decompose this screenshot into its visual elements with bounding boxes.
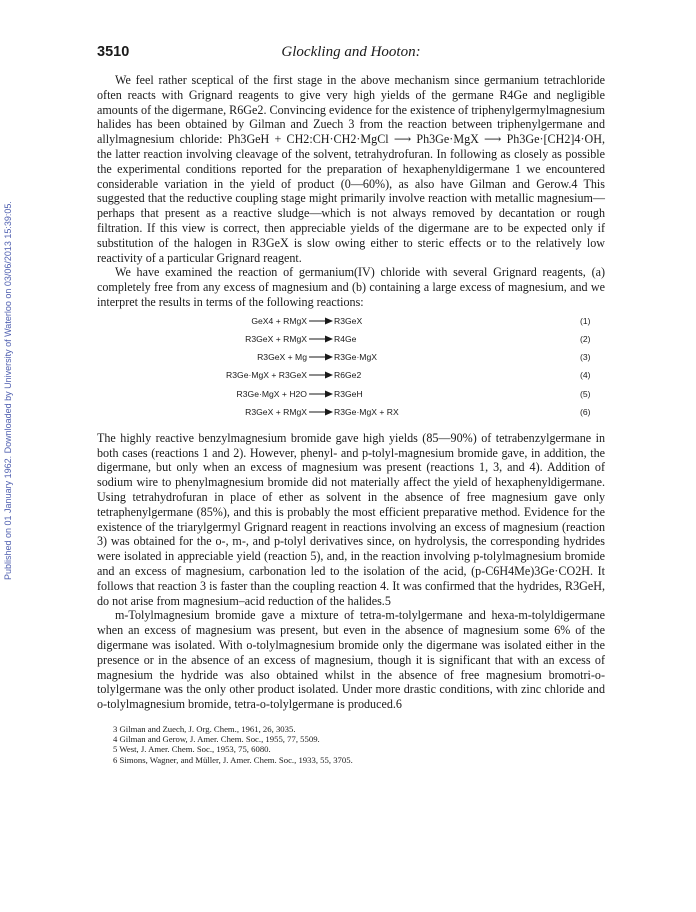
reaction-product: R3Ge·MgX + RX — [334, 406, 399, 417]
reaction-arrow — [309, 316, 333, 328]
paragraph-4: m-Tolylmagnesium bromide gave a mixture of tetra-m-tolylgermane and hexa-m-tolyldigermane when an excess of magnesium was present, but even in the absence of magnesium some 6% of the digermane was isolated. With o-tolylmagnesium bromide only the digermane was isolated either in the presence or in the absence of an excess of magnesium, though it is significant that with an excess of magnesium the hydride was also obtained whilst in the absence of free magnesium bromotri-o-tolylgermane was the only other product isolated. Under more drastic conditions, with zinc chloride and o-tolylmagnesium bromide, tetra-o-tolylgermane is produced.6 — [97, 608, 605, 712]
reaction-arrow — [309, 352, 333, 364]
reaction-arrow — [309, 389, 333, 401]
reaction-row — [97, 316, 605, 334]
reaction-product: R4Ge — [334, 333, 357, 344]
reaction-scheme — [97, 316, 605, 425]
paragraph-1: We feel rather sceptical of the first stage in the above mechanism since germanium tetrachloride often reacts with Grignard reagents to give very high yields of the germane R4Ge and negligible amounts of the digermane, R6Ge2. Convincing evidence for the existence of triphenylgermylmagnesium halides has been obtained by Gilman and Zuech 3 from the reaction between triphenylgermane and allylmagnesium chloride: Ph3GeH + CH2:CH·CH2·MgCl ⟶ Ph3Ge·MgX ⟶ Ph3Ge·[CH2]4·OH, the latter reaction involving cleavage of the solvent, tetrahydrofuran. In following as closely as possible the experimental conditions reported for the preparation of hexaphenyldigermane 1 we encountered considerable variation in the yield of product (0—60%), as also have Gilman and Gerow.4 This suggested that the reductive coupling stage might primarily involve reaction with metallic magnesium—perhaps that present as a reactive sludge—which is not always removed by decantation or rough filtration. If this view is correct, then appreciable yields of the digermane are to be expected only if substitution of the halogen in R3GeX is slow owing either to steric effects or to the relatively low reactivity of a particular Grignard reagent. — [97, 73, 605, 265]
watermark-text: Published on 01 January 1962. Downloaded by University of Waterloo on 03/06/2013 15:39:05. — [3, 201, 13, 580]
paragraph-2: We have examined the reaction of germanium(IV) chloride with several Grignard reagents, (a) completely free from any excess of magnesium and (b) containing a large excess of magnesium, and we interpret the results in terms of the following reactions: — [97, 265, 605, 309]
reaction-row — [97, 334, 605, 352]
running-title: Glockling and Hooton: — [281, 44, 421, 60]
footnote: 6 Simons, Wagner, and Müller, J. Amer. Chem. Soc., 1933, 55, 3705. — [113, 754, 353, 765]
reaction-product: R6Ge2 — [334, 370, 362, 381]
reaction-number: (6) — [580, 406, 591, 417]
reaction-reactants: R3GeX + RMgX — [245, 333, 307, 344]
reaction-product: R3Ge·MgX — [334, 352, 377, 363]
reaction-row — [97, 370, 605, 388]
reaction-number: (5) — [580, 388, 591, 399]
reaction-row — [97, 407, 605, 425]
reaction-arrow — [309, 334, 333, 346]
reaction-row — [97, 352, 605, 370]
page-header — [97, 44, 605, 66]
reaction-number: (3) — [580, 352, 591, 363]
reaction-number: (4) — [580, 370, 591, 381]
reaction-arrow — [309, 370, 333, 382]
footnotes — [97, 724, 605, 765]
paragraph-3: The highly reactive benzylmagnesium bromide gave high yields (85—90%) of tetrabenzylgermane in both cases (reactions 1 and 2). However, phenyl- and p-tolyl-magnesium bromide gave, in addition, the digermane, but only when an excess of magnesium was present (reactions 1, 3, and 4). Addition of sodium wire to phenylmagnesium bromide did not materially affect the yield of hexaphenyldigermane. Using tetrahydrofuran in place of ether as solvent in the absence of free magnesium gave only tetraphenylgermane (85%), and this is probably the most efficient preparative method. Evidence for the existence of the triarylgermyl Grignard reagent in reactions involving an excess of magnesium (reaction 3) was obtained for the o-, m-, and p-tolyl derivatives since, on hydrolysis, the corresponding hydrides were isolated in appreciable yield (reaction 5), and, in the reaction involving p-tolylmagnesium bromide and an excess of magnesium, carbonation led to the isolation of the acid, (p-C6H4Me)3Ge·CO2H. It follows that reaction 3 is faster than the coupling reaction 4. It was confirmed that the hydrides, R3GeH, do not arise from magnesium–acid reduction of the halides.5 — [97, 430, 605, 608]
reaction-reactants: GeX4 + RMgX — [251, 315, 307, 326]
reaction-number: (1) — [580, 315, 591, 326]
footnote: 5 West, J. Amer. Chem. Soc., 1953, 75, 6080. — [113, 744, 271, 755]
footnote: 4 Gilman and Gerow, J. Amer. Chem. Soc., 1955, 77, 5509. — [113, 734, 320, 745]
footnote: 3 Gilman and Zuech, J. Org. Chem., 1961, 26, 3035. — [113, 724, 296, 735]
reaction-reactants: R3Ge·MgX + R3GeX — [226, 370, 307, 381]
page-number: 3510 — [97, 44, 130, 60]
reaction-reactants: R3Ge·MgX + H2O — [236, 388, 307, 399]
reaction-product: R3GeH — [334, 388, 363, 399]
reaction-reactants: R3GeX + Mg — [257, 352, 307, 363]
reaction-product: R3GeX — [334, 315, 363, 326]
reaction-number: (2) — [580, 333, 591, 344]
download-watermark — [1, 120, 15, 580]
reaction-row — [97, 389, 605, 407]
reaction-arrow — [309, 407, 333, 419]
article-body — [97, 73, 605, 765]
reaction-reactants: R3GeX + RMgX — [245, 406, 307, 417]
